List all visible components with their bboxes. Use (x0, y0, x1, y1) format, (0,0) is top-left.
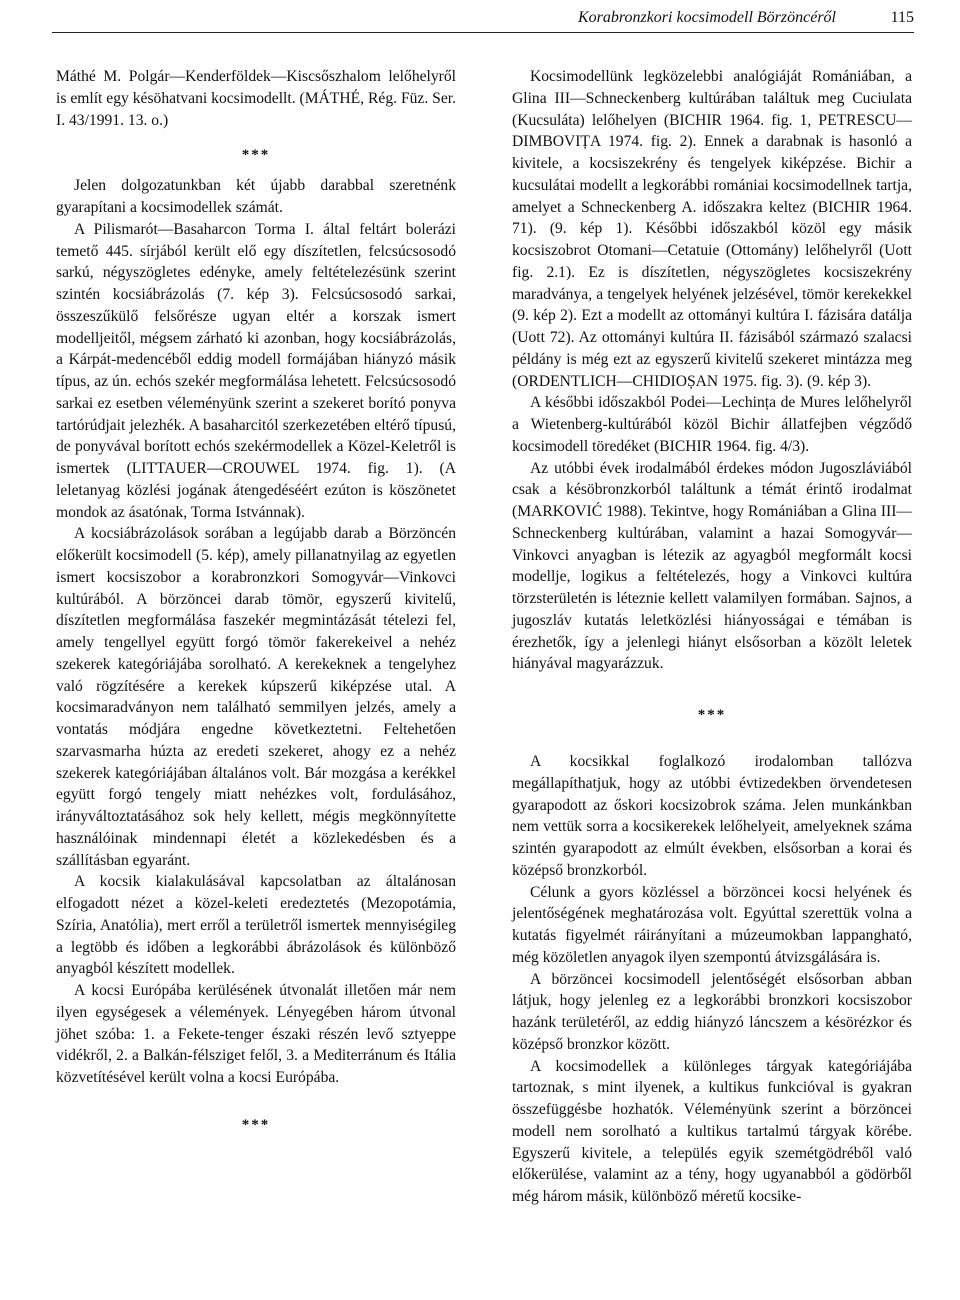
paragraph: Máthé M. Polgár—Kenderföldek—Kiscsőszhalom lelőhelyről is említ egy késöhatvani kocsimodellt. (MÁTHÉ, Rég. Füz. Ser. I. 43/1991. 13. o.) (56, 68, 456, 129)
right-column (512, 66, 912, 1208)
paragraph: A kocsik kialakulásával kapcsolatban az általánosan elfogadott nézet a közel-keleti eredeztetés (Mezopotámia, Szíria, Anatólia), mert erről a területről ismertek mennyiségileg a legtöbb és időben a legkorábbi ábrázolások és különböző anyagból készített modellek. (56, 873, 456, 978)
paragraph: Kocsimodellünk legközelebbi analógiáját Romániában, a Glina III—Schneckenberg kultúrában találtuk meg Cuciulata (Kucsuláta) lelőhelyen (BICHIR 1964. fig. 1, PETRESCU—DIMBOVIȚA 1974. fig. 2). Ennek a darabnak is hasonló a kivitele, a kocsiszekrény és tengelyek kiképzése. Bichir a kucsulátai modellt a legkorábbi romániai kocsimodellnek tartja, amelyet a Schneckenberg A. időszakra keltez (BICHIR 1964. 71). (9. kép 1). Későbbi időszakból közöl egy másik kocsiszobrot Otomani—Cetatuie (Ottomány) lelőhelyről (Uott fig. 2.1). Ez is díszítetlen, négyszögletes kocsiszekrény maradványa, a tengelyek helyének jelzésével, tömör kerekekkel (9. kép 2). Ezt a modellt az ottományi kultúra I. fázisára datálja (Uott 72). Az ottományi kultúra II. fázisából származó szalacsi példány is még ezt az egyszerű kivitelű szekeret mintázza meg (ORDENTLICH—CHIDIOȘAN 1975. fig. 3). (9. kép 3). (512, 68, 912, 390)
paragraph: A börzöncei kocsimodell jelentőségét elsősorban abban látjuk, hogy jelenleg ez a legkorábbi bronzkori kocsiszobor hazánk területéről, az eddig hiányzó láncszem a késörézkor és középső bronzkor között. (512, 970, 912, 1053)
page-number: 115 (890, 9, 914, 26)
paragraph: A kocsimodellek a különleges tárgyak kategóriájába tartoznak, s mint ilyenek, a kultikus funkcióval is gyakran összefüggésbe hozhatók. Véleményünk szerint a börzöncei modell nem sorolható a kultikus tartalmú tárgyak körébe. Egyszerű kivitele, a település egyik szemétgödréből való előkerülése, valamint az a tény, hogy ugyanabból a gödörből még három másik, különböző méretű kocsike- (512, 1057, 912, 1205)
section-separator: *** (697, 707, 727, 723)
section-separator: *** (241, 1116, 271, 1133)
paragraph: Az utóbbi évek irodalmából érdekes módon Jugoszláviából csak a késöbronzkorból találtunk a témát érintő irodalmat (MARKOVIĆ 1988). Tekintve, hogy Romániában a Glina III—Schneckenberg kultúrában, valamint a hazai Somogyvár—Vinkovci anyagban is létezik az agyagból megformált kocsi modellje, logikus a feltételezés, hogy a Vinkovci kultúra törzsterületén is léteznie kellett valamilyen formában. Sajnos, a jugoszláv kutatás leletközlési hiányosságai e témában is érezhetők, így a jelenlegi hiányt elsősorban a közölt leletek hiányával magyarázzuk. (512, 459, 912, 673)
paragraph: A kocsiábrázolások sorában a legújabb darab a Börzöncén előkerült kocsimodell (5. kép), amely pillanatnyilag az egyetlen ismert kocsiszobor a korabronzkori Somogyvár—Vinkovci kultúrából. A börzöncei darab tömör, egyszerű kivitelű, díszítetlen megformálása faszekér megmintázását tételezi fel, amely tengellyel együtt forgó tömör fakerekeivel a nehéz szekerek kategóriájába sorolható. A kerekeknek a tengelyhez való rögzítésére a kerekek kúpszerű kiképzése utal. A kocsimaradványon nem található semmilyen jelzés, amely a vontatás módjára engedne következtetni. Feltehetően szarvasmarha húzta az eredeti szekeret, ahogy ez a nehéz szekerek kategóriájában általános volt. Bár mozgása a kerékkel együtt forgó tengely miatt nehézkes volt, fordulásához, irányváltoztatásához sok hely kellett, mégis megkönnyítette használóinak mindennapi életét a közlekedésben és a szállításban egyaránt. (56, 525, 456, 869)
running-title: Korabronzkori kocsimodell Börzöncéről (577, 9, 836, 26)
paragraph: A későbbi időszakból Podei—Lechința de Mures lelőhelyről a Wietenberg-kultúrából közöl Bichir állatfejben végződő kocsimodell töredéket (BICHIR 1964. fig. 4/3). (512, 394, 912, 455)
paragraph: A kocsikkal foglalkozó irodalomban tallózva megállapíthatjuk, hogy az utóbbi évtizedekben örvendetesen gyarapodott az őskori kocsizobrok száma. Jelen munkánkban nem vettük sorra a kocsikerekek lelőhelyeit, amelyeknek száma szintén gyarapodott az elmúlt években, elsősorban a korai és középső bronzkorból. (512, 753, 912, 879)
paragraph: A Pilismarót—Basaharcon Torma I. által feltárt bolerázi temető 445. sírjából került elő egy díszítetlen, felcsúcsosodó sarkú, négyszögletes edényke, amely feltételezésünk szerint szintén kocsiábrázolás (7. kép 3). Felcsúcsosodó sarkai, összeszűkülő felsőrésze ugyan eltér a korszak ismert modelljeitől, mégsem zárható ki azonban, hogy kocsiábrázolás, a Kárpát-medencéből eddig modell formájában hiányzó másik típus, az ún. echós szekér megformálása lehetett. Felcsúcsosodó sarkai ez esetben véleményünk szerint a szekeret borító ponyva tartórúdjait jelezhék. A basaharcitól szerkezetében eltérő típusú, de ponyvával borított echós szekérmodellek a Közel-Keletről is ismertek (LITTAUER—CROUWEL 1974. fig. 1). (A leletanyag közlési jogának átengedéséért ezúton is köszönetet mondok az ásatónak, Torma Istvánnak). (56, 220, 456, 521)
left-column (56, 66, 456, 1145)
paragraph: A kocsi Európába kerülésének útvonalát illetően már nem ilyen egységesek a vélemények. Lényegében három útvonal jöhet szóba: 1. a Fekete-tenger északi részén levő sztyeppe vidékről, 2. a Balkán-félsziget felől, 3. a Mediterránum és Itália közvetítésével került volna a kocsi Európába. (56, 982, 456, 1086)
page-header (52, 6, 914, 33)
paragraph: Jelen dolgozatunkban két újabb darabbal szeretnénk gyarapítani a kocsimodellek számát. (56, 177, 456, 216)
paragraph: Célunk a gyors közléssel a börzöncei kocsi helyének és jelentőségének meghatározása volt. Egyúttal szerettük volna a kutatás figyelmét ráirányítani a múzeumokban lappangható, még közöletlen anyagok ilyen szempontú átvizsgálására is. (512, 883, 912, 966)
section-separator: *** (241, 147, 271, 164)
